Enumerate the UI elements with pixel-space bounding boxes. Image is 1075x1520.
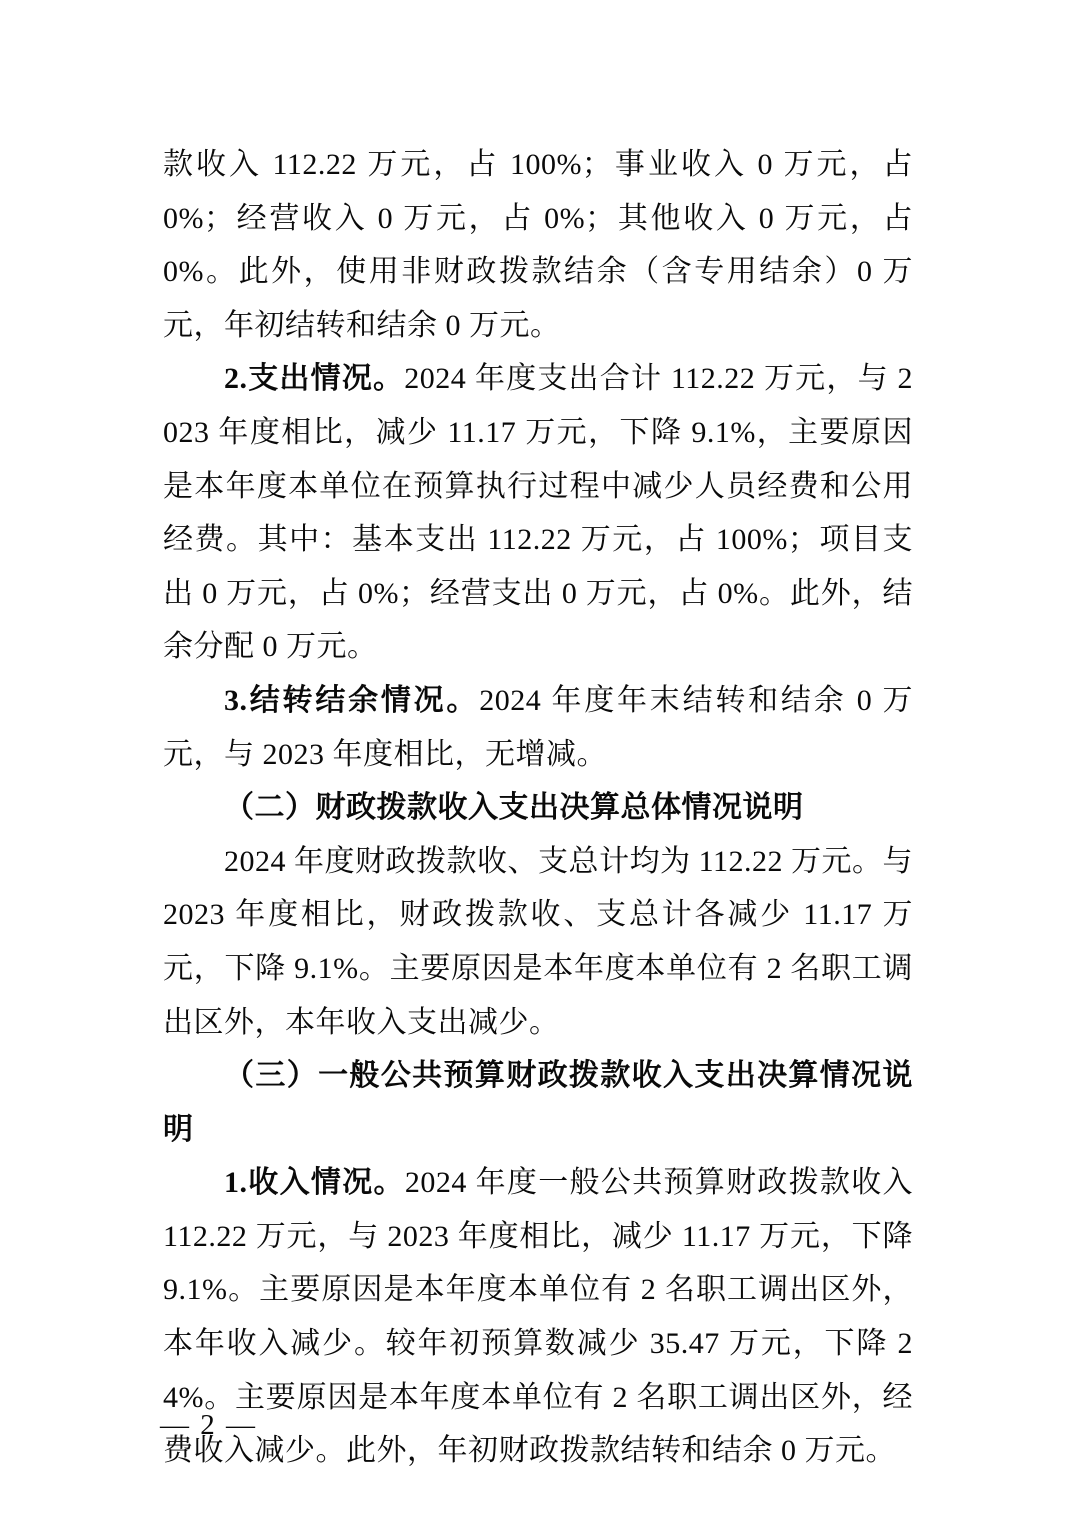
body-text: 款收入 112.22 万元，占 100%；事业收入 0 万元，占 0%；经营收入 0 万元，占 0%；其他收入 0 万元，占 0%。此外，使用非财政拨款结余（含专用结余）0 万元，年初结转和结余 0 万元。 xyxy=(163,148,913,342)
paragraph-carryover xyxy=(163,674,913,781)
section-heading-text: （二）财政拨款收入支出决算总体情况说明 xyxy=(224,791,804,825)
body-text: 2024 年度支出合计 112.22 万元，与 2023 年度相比，减少 11.17 万元，下降 9.1%，主要原因是本年度本单位在预算执行过程中减少人员经费和公用经费。其中：基本支出 112.22 万元，占 100%；项目支出 0 万元，占 0%；经营支出 0 万元，占 0%。此外，结余分配 0 万元。 xyxy=(163,362,913,664)
body-text: 2024 年度一般公共预算财政拨款收入 112.22 万元，与 2023 年度相比，减少 11.17 万元，下降 9.1%。主要原因是本年度本单位有 2 名职工调出区外，本年收入减少。较年初预算数减少 35.47 万元，下降 24%。主要原因是本年度本单位有 2 名职工调出区外，经费收入减少。此外，年初财政拨款结转和结余 0 万元。 xyxy=(163,1166,914,1468)
paragraph-income-continuation xyxy=(163,138,913,352)
run-in-heading-expenditure: 2.支出情况。 xyxy=(224,362,405,396)
section-heading-text: （三）一般公共预算财政拨款收入支出决算情况说明 xyxy=(163,1059,913,1146)
page-number: — 2 — xyxy=(160,1409,257,1441)
page-content xyxy=(163,138,913,1478)
heading-section-2 xyxy=(163,781,913,835)
heading-section-3 xyxy=(163,1049,913,1156)
paragraph-expenditure xyxy=(163,352,913,674)
paragraph-general-budget-income xyxy=(163,1156,913,1478)
paragraph-fiscal-totals xyxy=(163,835,913,1049)
body-text: 2024 年度财政拨款收、支总计均为 112.22 万元。与 2023 年度相比，财政拨款收、支总计各减少 11.17 万元，下降 9.1%。主要原因是本年度本单位有 2 名职工调出区外，本年收入支出减少。 xyxy=(163,844,913,1039)
run-in-heading-carryover: 3.结转结余情况。 xyxy=(224,683,480,717)
body-text: 2024 年度年末结转和结余 0 万元，与 2023 年度相比，无增减。 xyxy=(163,683,914,771)
run-in-heading-income: 1.收入情况。 xyxy=(224,1166,405,1200)
